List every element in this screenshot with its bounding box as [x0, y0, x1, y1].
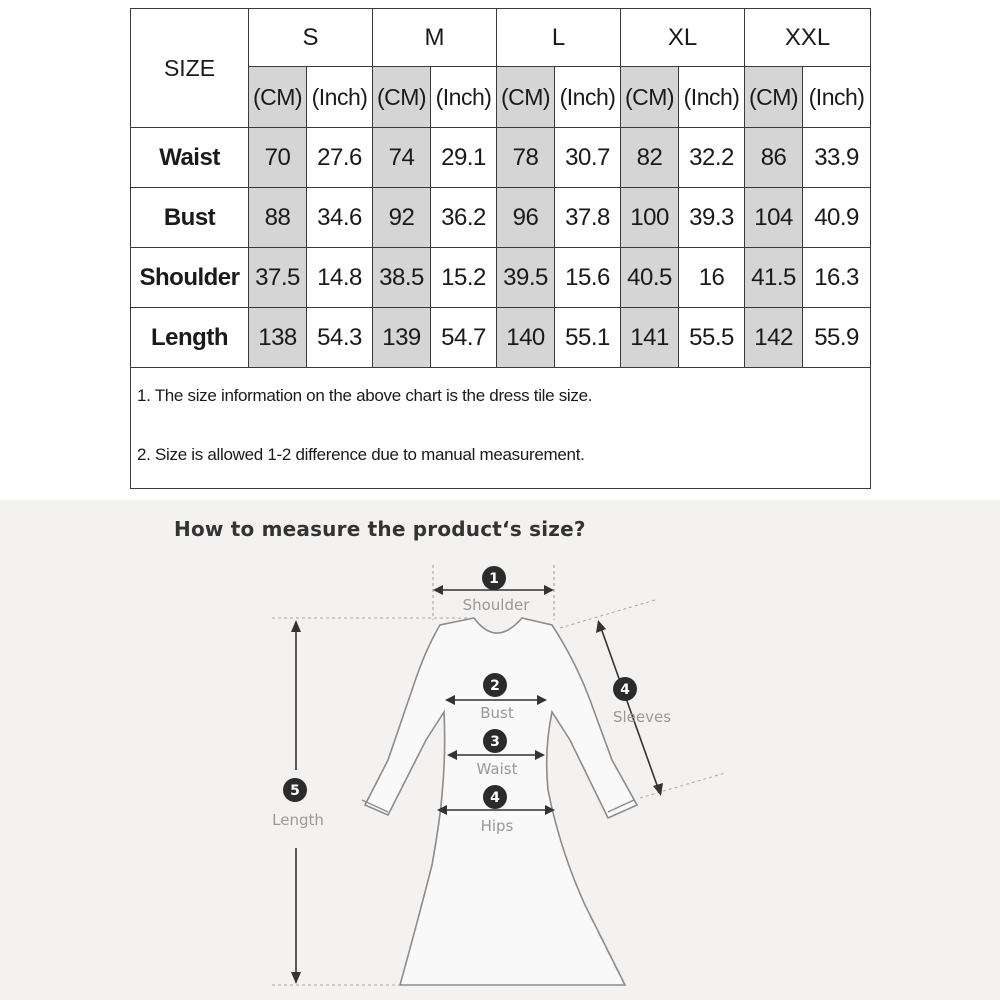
table-cell: 142: [745, 308, 803, 368]
unit-inch-header: (Inch): [679, 67, 745, 128]
arrowhead-icon: [653, 783, 663, 796]
table-cell: 74: [373, 128, 431, 188]
table-cell: 29.1: [431, 128, 497, 188]
badge-number: 2: [490, 678, 500, 694]
size-xxl-header: XXL: [745, 9, 871, 67]
size-xl-header: XL: [621, 9, 745, 67]
unit-inch-header: (Inch): [803, 67, 871, 128]
table-cell: 39.3: [679, 188, 745, 248]
table-cell: 32.2: [679, 128, 745, 188]
shoulder-label: Shoulder: [462, 596, 530, 614]
table-cell: 82: [621, 128, 679, 188]
table-cell: 34.6: [307, 188, 373, 248]
badge-number: 4: [490, 790, 500, 806]
table-cell: 33.9: [803, 128, 871, 188]
table-cell: 16: [679, 248, 745, 308]
table-cell: 54.3: [307, 308, 373, 368]
bust-label: Bust: [480, 704, 514, 722]
unit-inch-header: (Inch): [431, 67, 497, 128]
table-cell: 38.5: [373, 248, 431, 308]
measure-guide-title: How to measure the product‘s size?: [174, 517, 586, 541]
unit-cm-header: (CM): [249, 67, 307, 128]
sleeves-label: Sleeves: [612, 708, 672, 726]
note-2: 2. Size is allowed 1-2 difference due to manual measurement.: [137, 445, 585, 464]
table-cell: 14.8: [307, 248, 373, 308]
row-label: Waist: [131, 128, 249, 188]
hips-label: Hips: [480, 817, 514, 835]
table-cell: 55.9: [803, 308, 871, 368]
badge-number: 5: [290, 783, 300, 799]
table-cell: 15.2: [431, 248, 497, 308]
table-cell: 96: [497, 188, 555, 248]
unit-inch-header: (Inch): [307, 67, 373, 128]
unit-cm-header: (CM): [745, 67, 803, 128]
table-cell: 16.3: [803, 248, 871, 308]
table-cell: 78: [497, 128, 555, 188]
table-cell: 15.6: [555, 248, 621, 308]
table-cell: 36.2: [431, 188, 497, 248]
table-cell: 37.8: [555, 188, 621, 248]
arrowhead-icon: [291, 620, 301, 632]
table-cell: 139: [373, 308, 431, 368]
note-1: 1. The size information on the above chart is the dress tile size.: [137, 386, 593, 405]
table-cell: 40.9: [803, 188, 871, 248]
unit-cm-header: (CM): [621, 67, 679, 128]
badge-number: 4: [620, 682, 630, 698]
size-l-header: L: [497, 9, 621, 67]
waist-label: Waist: [476, 760, 518, 778]
arrowhead-icon: [544, 585, 554, 595]
unit-cm-header: (CM): [497, 67, 555, 128]
size-m-header: M: [373, 9, 497, 67]
sleeve-guide-top: [560, 600, 655, 628]
row-label: Shoulder: [131, 248, 249, 308]
arrowhead-icon: [433, 585, 443, 595]
table-cell: 40.5: [621, 248, 679, 308]
table-cell: 138: [249, 308, 307, 368]
row-label: Bust: [131, 188, 249, 248]
table-cell: 37.5: [249, 248, 307, 308]
table-cell: 39.5: [497, 248, 555, 308]
table-cell: 104: [745, 188, 803, 248]
table-cell: 140: [497, 308, 555, 368]
table-cell: 27.6: [307, 128, 373, 188]
unit-inch-header: (Inch): [555, 67, 621, 128]
table-cell: 70: [249, 128, 307, 188]
badge-number: 1: [489, 571, 499, 587]
table-cell: 92: [373, 188, 431, 248]
sleeve-guide-bottom: [640, 773, 725, 798]
table-cell: 55.1: [555, 308, 621, 368]
unit-cm-header: (CM): [373, 67, 431, 128]
size-label: SIZE: [131, 9, 249, 128]
table-cell: 88: [249, 188, 307, 248]
table-cell: 55.5: [679, 308, 745, 368]
table-cell: 141: [621, 308, 679, 368]
table-cell: 54.7: [431, 308, 497, 368]
row-label: Length: [131, 308, 249, 368]
table-cell: 100: [621, 188, 679, 248]
table-cell: 86: [745, 128, 803, 188]
arrowhead-icon: [291, 972, 301, 984]
arrowhead-icon: [596, 620, 606, 633]
table-cell: 30.7: [555, 128, 621, 188]
table-cell: 41.5: [745, 248, 803, 308]
badge-number: 3: [490, 734, 500, 750]
length-label: Length: [272, 811, 324, 829]
size-s-header: S: [249, 9, 373, 67]
